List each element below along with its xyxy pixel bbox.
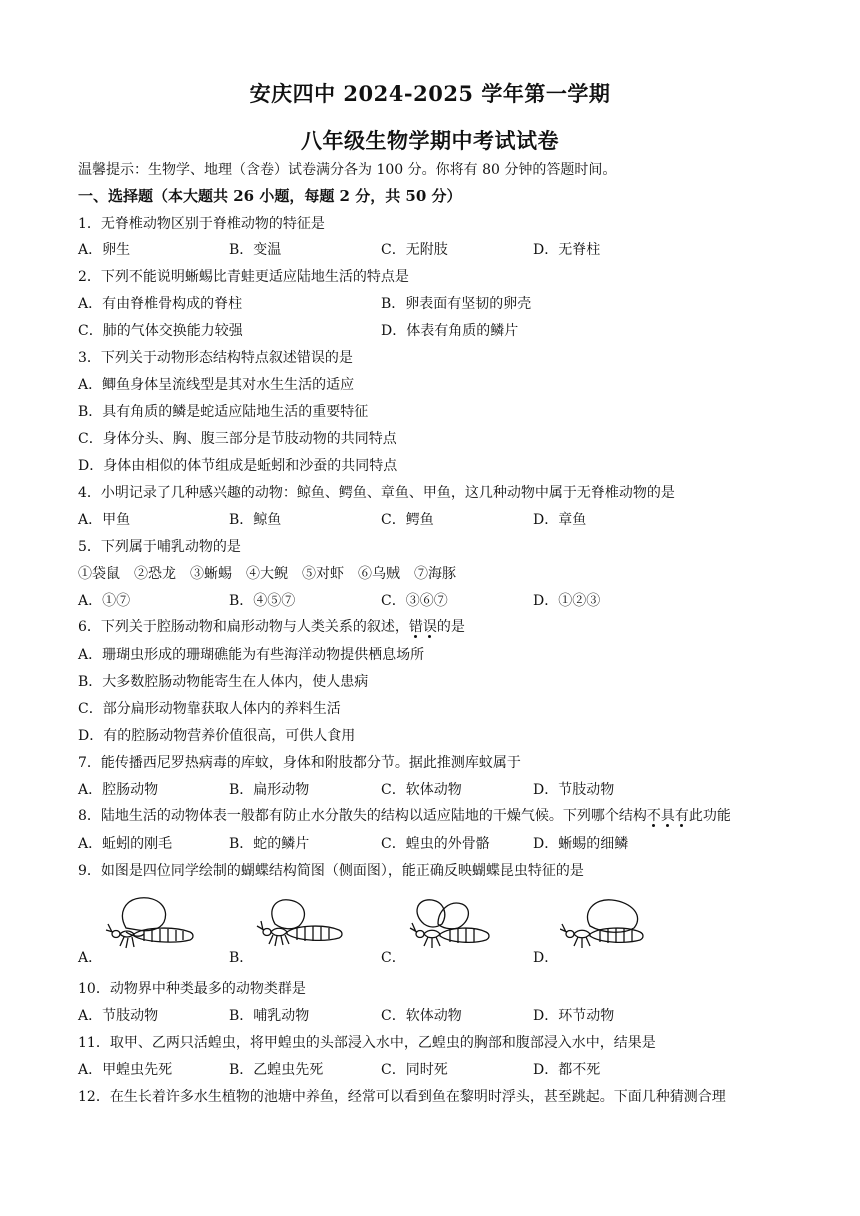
question-10-stem: 10．动物界中种类最多的动物类群是: [78, 981, 306, 997]
question-5-option-c: C．③⑥⑦: [381, 593, 448, 609]
page-subtitle: 八年级生物学期中考试试卷: [301, 128, 559, 153]
question-3-option-d: D．身体由相似的体节组成是蚯蚓和沙蚕的共同特点: [78, 458, 398, 474]
notice-text: 温馨提示：生物学、地理（含卷）试卷满分各为 100 分。你将有 80 分钟的答题时间。: [78, 162, 617, 178]
question-8-stem-post: 此功能: [688, 808, 731, 824]
question-2-stem: 2．下列不能说明蜥蜴比青蛙更适应陆地生活的特点是: [78, 269, 409, 285]
question-3-option-b: B．具有角质的鳞是蛇适应陆地生活的重要特征: [78, 404, 369, 420]
question-10-option-a: A．节肢动物: [78, 1008, 159, 1024]
question-11-option-a: A．甲蝗虫先死: [78, 1062, 173, 1078]
question-1-option-b: B．变温: [229, 242, 282, 258]
question-7-option-b: B．扁形动物: [229, 782, 310, 798]
question-5-option-a: A．①⑦: [78, 593, 131, 609]
question-7-option-c: C．软体动物: [381, 782, 462, 798]
question-7-option-d: D．节肢动物: [533, 782, 615, 798]
question-6-option-c: C．部分扁形动物靠获取人体内的养料生活: [78, 701, 341, 717]
page-title: 安庆四中 2024-2025 学年第一学期: [249, 81, 611, 106]
question-2-option-b: B．卵表面有坚韧的卵壳: [381, 296, 532, 312]
question-8-stem-pre: 8．陆地生活的动物体表一般都有防止水分散失的结构以适应陆地的干燥气候。下列哪个结构: [78, 808, 647, 824]
question-6-option-a: A．珊瑚虫形成的珊瑚礁能为有些海洋动物提供栖息场所: [78, 647, 425, 663]
emphasis-char: 误: [422, 619, 437, 635]
question-11-stem: 11．取甲、乙两只活蝗虫，将甲蝗虫的头部浸入水中，乙蝗虫的胸部和腹部浸入水中，结果是: [78, 1035, 656, 1051]
section-heading: 一、选择题（本大题共 26 小题，每题 2 分，共 50 分）: [78, 187, 462, 205]
question-1-option-a: A．卵生: [78, 242, 131, 258]
question-1-option-d: D．无脊柱: [533, 242, 601, 258]
question-4-option-b: B．鲸鱼: [229, 512, 282, 528]
question-4-stem: 4．小明记录了几种感兴趣的动物：鲸鱼、鳄鱼、章鱼、甲鱼，这几种动物中属于无脊椎动物的是: [78, 485, 675, 501]
question-6-stem: [78, 617, 465, 637]
question-10-option-d: D．环节动物: [533, 1008, 615, 1024]
question-6-option-d: D．有的腔肠动物营养价值很高，可供人食用: [78, 728, 356, 744]
question-8-option-c: C．蝗虫的外骨骼: [381, 836, 490, 852]
question-5-option-d: D．①②③: [533, 593, 601, 609]
butterfly-figure-b: [255, 894, 351, 960]
question-3-option-a: A．鲫鱼身体呈流线型是其对水生生活的适应: [78, 377, 355, 393]
question-3-stem: 3．下列关于动物形态结构特点叙述错误的是: [78, 350, 353, 366]
question-9-stem: 9．如图是四位同学绘制的蝴蝶结构简图（侧面图），能正确反映蝴蝶昆虫特征的是: [78, 863, 584, 879]
question-11-option-b: B．乙蝗虫先死: [229, 1062, 324, 1078]
question-6-option-b: B．大多数腔肠动物能寄生在人体内，使人患病: [78, 674, 369, 690]
butterfly-figure-a: [104, 894, 200, 960]
question-1-stem: 1．无脊椎动物区别于脊椎动物的特征是: [78, 216, 325, 232]
question-4-option-c: C．鳄鱼: [381, 512, 434, 528]
emphasis-char: 具: [660, 808, 675, 824]
question-7-option-a: A．腔肠动物: [78, 782, 159, 798]
question-5-stem: 5．下列属于哺乳动物的是: [78, 539, 241, 555]
butterfly-figure-d: [560, 894, 656, 960]
butterfly-drawing-d: [560, 894, 656, 960]
question-8-option-a: A．蚯蚓的刚毛: [78, 836, 173, 852]
question-9-option-a: A．: [78, 950, 103, 966]
butterfly-drawing-a: [104, 894, 200, 960]
question-8-option-b: B．蛇的鳞片: [229, 836, 310, 852]
butterfly-drawing-b: [255, 894, 351, 960]
question-3-option-c: C．身体分头、胸、腹三部分是节肢动物的共同特点: [78, 431, 397, 447]
question-11-option-d: D．都不死: [533, 1062, 601, 1078]
question-5-list: ①袋鼠 ②恐龙 ③蜥蜴 ④大鲵 ⑤对虾 ⑥乌贼 ⑦海豚: [78, 566, 456, 582]
question-11-option-c: C．同时死: [381, 1062, 448, 1078]
question-10-option-c: C．软体动物: [381, 1008, 462, 1024]
question-4-option-a: A．甲鱼: [78, 512, 131, 528]
emphasis-char: 错: [408, 619, 423, 635]
question-12-stem: 12．在生长着许多水生植物的池塘中养鱼，经常可以看到鱼在黎明时浮头，甚至跳起。下面几种猜测合理: [78, 1089, 726, 1105]
question-2-option-a: A．有由脊椎骨构成的脊柱: [78, 296, 243, 312]
question-9-option-b: B．: [229, 950, 254, 966]
butterfly-drawing-c: [408, 894, 504, 960]
butterfly-figure-c: [408, 894, 504, 960]
question-7-stem: 7．能传播西尼罗热病毒的库蚊，身体和附肢都分节。据此推测库蚊属于: [78, 755, 521, 771]
question-5-option-b: B．④⑤⑦: [229, 593, 296, 609]
question-9-option-d: D．: [533, 950, 559, 966]
emphasis-char: 有: [674, 808, 689, 824]
question-9-option-c: C．: [381, 950, 406, 966]
question-10-option-b: B．哺乳动物: [229, 1008, 310, 1024]
question-4-option-d: D．章鱼: [533, 512, 587, 528]
question-1-option-c: C．无附肢: [381, 242, 448, 258]
question-6-stem-pre: 6．下列关于腔肠动物和扁形动物与人类关系的叙述，: [78, 619, 409, 635]
question-2-option-c: C．肺的气体交换能力较强: [78, 323, 243, 339]
emphasis-char: 不: [646, 808, 661, 824]
question-2-option-d: D．体表有角质的鳞片: [381, 323, 519, 339]
question-8-option-d: D．蜥蜴的细鳞: [533, 836, 629, 852]
question-8-stem: [78, 806, 731, 826]
question-6-stem-post: 的是: [436, 619, 465, 635]
